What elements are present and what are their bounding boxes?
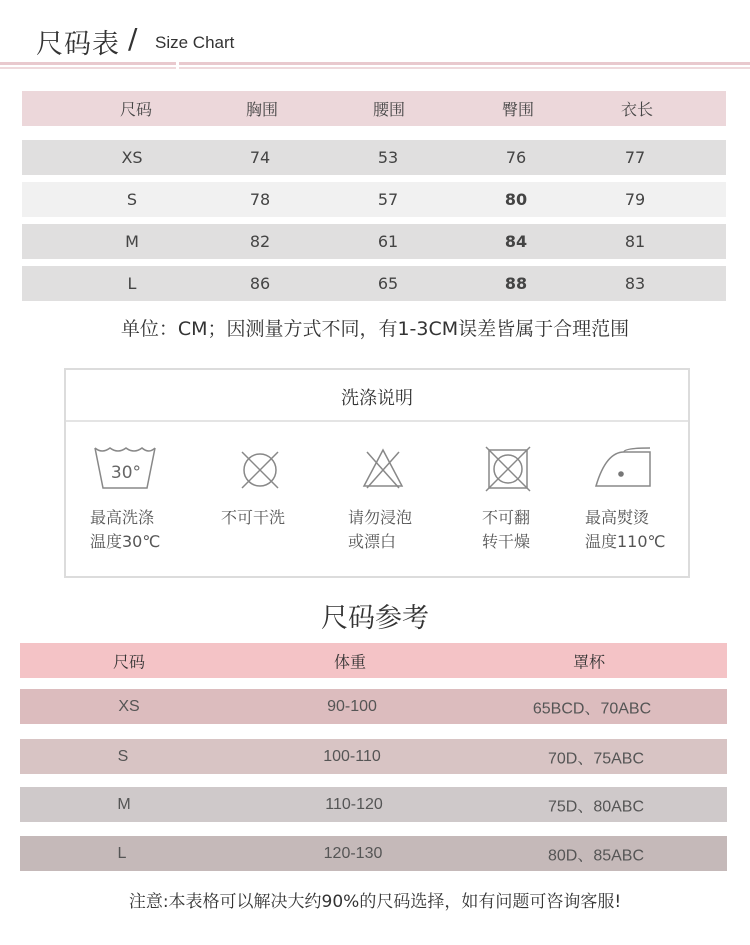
weight-cell: 90-100 bbox=[327, 697, 377, 715]
measurement-note: 单位：CM；因测量方式不同，有1-3CM误差皆属于合理范围 bbox=[120, 318, 630, 340]
size-cell: XS bbox=[118, 697, 140, 715]
table-row bbox=[22, 182, 726, 217]
weight-cell: 120-130 bbox=[323, 844, 383, 862]
header-cell: 腰围 bbox=[372, 100, 406, 119]
cup-cell: 75D、80ABC bbox=[547, 798, 645, 815]
cup-cell: 70D、75ABC bbox=[547, 750, 645, 767]
size-cell: L bbox=[117, 844, 127, 862]
size-cell: M bbox=[125, 232, 139, 251]
table-cell: 79 bbox=[624, 190, 646, 209]
table-row bbox=[22, 266, 726, 301]
iron-icon bbox=[594, 446, 654, 490]
wash-label-line: 温度110℃ bbox=[585, 532, 666, 551]
wash-item-label bbox=[482, 506, 530, 554]
size-cell: S bbox=[117, 747, 129, 765]
reference-table-header bbox=[20, 643, 727, 678]
wash-item-label bbox=[90, 506, 160, 554]
title-separator: / bbox=[128, 22, 138, 55]
page-subtitle: Size Chart bbox=[155, 33, 235, 52]
wash-divider bbox=[66, 420, 688, 422]
size-cell: S bbox=[126, 190, 138, 209]
table-row bbox=[20, 689, 727, 724]
table-cell: 86 bbox=[249, 274, 271, 293]
footer-note: 注意:本表格可以解决大约90%的尺码选择，如有问题可咨询客服! bbox=[128, 892, 622, 912]
table-row bbox=[22, 224, 726, 259]
reference-title: 尺码参考 bbox=[321, 603, 429, 634]
table-cell: 74 bbox=[249, 148, 271, 167]
weight-cell: 100-110 bbox=[323, 747, 381, 765]
table-cell: 78 bbox=[249, 190, 271, 209]
header-cell: 尺码 bbox=[112, 652, 146, 671]
header-cell: 衣长 bbox=[620, 100, 654, 119]
table-row bbox=[22, 140, 726, 175]
size-cell: M bbox=[117, 795, 131, 813]
table-cell: 88 bbox=[504, 274, 528, 293]
table-cell: 53 bbox=[377, 148, 399, 167]
table-cell: 80 bbox=[504, 190, 528, 209]
table-cell: 61 bbox=[377, 232, 399, 251]
wash-30-icon bbox=[92, 444, 158, 494]
table-cell: 65 bbox=[377, 274, 399, 293]
wash-title: 洗涤说明 bbox=[341, 388, 413, 409]
size-cell: L bbox=[127, 274, 137, 293]
header-divider bbox=[0, 62, 750, 65]
wash-label-line: 不可翻 bbox=[482, 508, 531, 527]
table-row bbox=[20, 739, 727, 774]
table-cell: 82 bbox=[249, 232, 271, 251]
header-cell: 体重 bbox=[333, 652, 367, 671]
header-cell: 罩杯 bbox=[572, 652, 606, 671]
header-cell: 尺码 bbox=[119, 100, 153, 119]
table-cell: 81 bbox=[624, 232, 646, 251]
wash-item-label bbox=[348, 506, 412, 554]
no-tumble-dry-icon bbox=[484, 446, 532, 492]
page-title: 尺码表 bbox=[36, 29, 120, 60]
table-cell: 76 bbox=[505, 148, 527, 167]
wash-temp-label: 30° bbox=[110, 463, 142, 483]
no-bleach-icon bbox=[360, 446, 406, 492]
wash-label-line: 最高熨烫 bbox=[585, 508, 650, 527]
table-cell: 77 bbox=[624, 148, 646, 167]
table-cell: 83 bbox=[624, 274, 646, 293]
wash-label-line: 或漂白 bbox=[348, 532, 397, 551]
wash-label-line: 温度30℃ bbox=[90, 532, 161, 551]
table-cell: 57 bbox=[377, 190, 399, 209]
header-divider-secondary bbox=[0, 67, 750, 69]
wash-label-line: 不可干洗 bbox=[221, 508, 286, 527]
header-cell: 胸围 bbox=[245, 100, 279, 119]
size-table-header bbox=[22, 91, 726, 126]
cup-cell: 80D、85ABC bbox=[547, 847, 645, 864]
wash-label-line: 最高洗涤 bbox=[90, 508, 155, 527]
cup-cell: 65BCD、70ABC bbox=[532, 700, 652, 717]
header-divider-notch bbox=[176, 60, 179, 69]
wash-label-line: 请勿浸泡 bbox=[348, 508, 413, 527]
table-cell: 84 bbox=[504, 232, 528, 251]
wash-label-line: 转干燥 bbox=[482, 532, 531, 551]
no-dry-clean-icon bbox=[236, 448, 284, 492]
weight-cell: 110-120 bbox=[325, 795, 383, 813]
size-cell: XS bbox=[121, 148, 143, 167]
wash-item-label bbox=[221, 506, 285, 530]
header-cell: 臀围 bbox=[501, 100, 535, 119]
table-row bbox=[20, 836, 727, 871]
table-row bbox=[20, 787, 727, 822]
wash-item-label bbox=[585, 506, 666, 554]
